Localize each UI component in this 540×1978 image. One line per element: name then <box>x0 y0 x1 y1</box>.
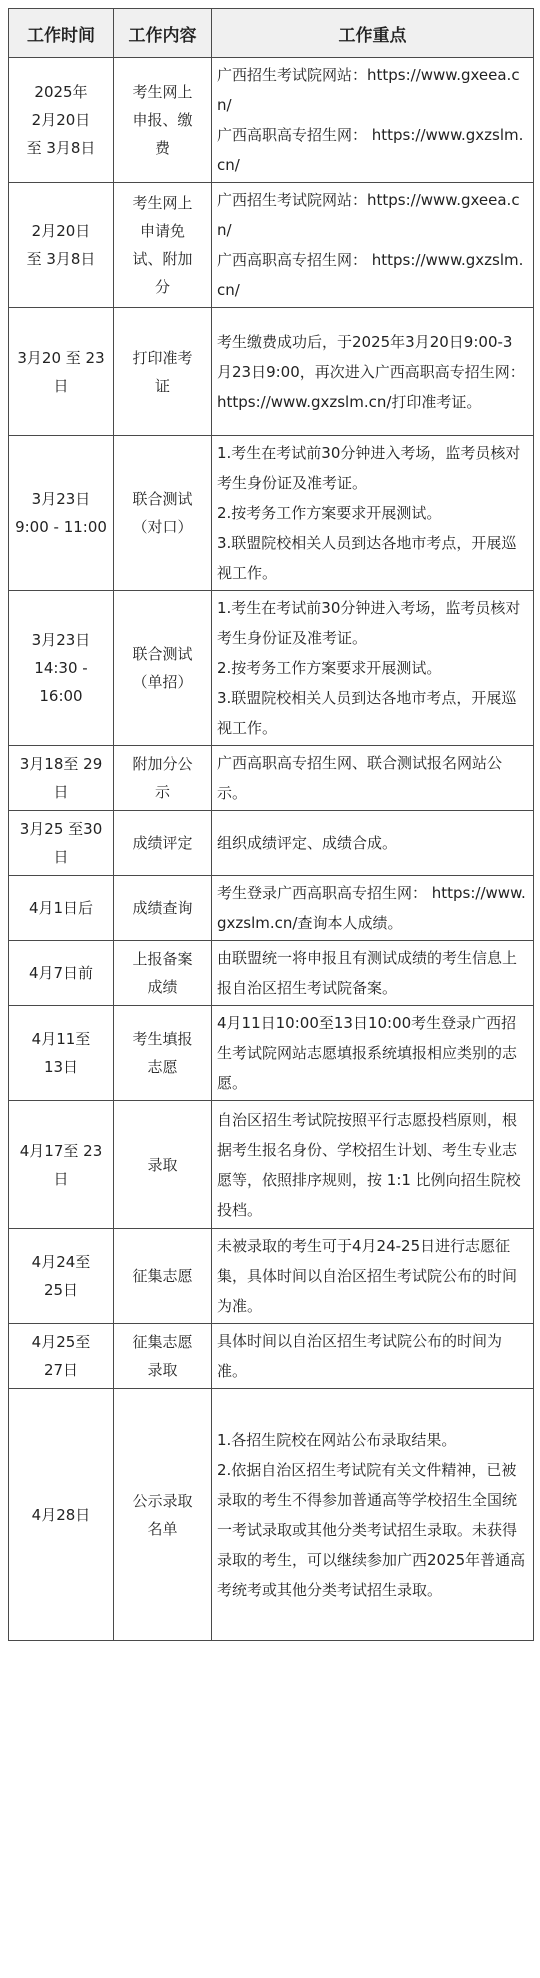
table-row <box>9 876 534 941</box>
work-focus-cell-line: 广西高职高专招生网： https://www.gxzslm.cn/ <box>217 126 524 174</box>
work-content-cell-line: 试、附加 <box>132 250 193 268</box>
work-content-cell-line: 费 <box>154 139 170 157</box>
work-time-cell-line: 3月23日 <box>31 490 91 508</box>
work-content-cell-line: 分 <box>154 278 170 296</box>
work-time-cell-line: 2月20日 <box>31 222 91 240</box>
work-focus-cell-line: 考生缴费成功后，于2025年3月20日9:00-3月23日9:00，再次进入广西高职高专招生网：https://www.gxzslm.cn/打印准考证。 <box>217 332 525 411</box>
work-content-cell <box>114 58 212 183</box>
work-time-cell-line: 日 <box>53 1169 69 1188</box>
work-content-cell-line: 征集志愿 <box>132 1267 193 1285</box>
work-content-cell <box>114 876 212 941</box>
work-time-cell-line: 4月17至 23 <box>19 1141 103 1160</box>
work-focus-cell <box>212 746 534 811</box>
work-focus-cell <box>212 1324 534 1389</box>
work-focus-cell <box>212 308 534 436</box>
work-content-cell <box>114 308 212 436</box>
table-row <box>9 1006 534 1101</box>
work-content-cell-line: 证 <box>154 376 170 395</box>
table-row <box>9 811 534 876</box>
work-content-cell-line: （单招） <box>132 673 193 691</box>
work-content-cell-line: 录取 <box>147 1361 178 1379</box>
work-content-cell <box>114 1006 212 1101</box>
work-content-cell-line: 申请免 <box>139 222 185 240</box>
work-time-cell <box>9 591 114 746</box>
work-focus-cell-line: 4月11日10:00至13日10:00考生登录广西招生考试院网站志愿填报系统填报相应类别的志愿。 <box>217 1014 518 1092</box>
work-time-cell <box>9 1101 114 1229</box>
work-time-cell-line: 日 <box>53 376 69 395</box>
work-content-cell <box>114 1324 212 1389</box>
work-focus-cell-line: 具体时间以自治区招生考试院公布的时间为准。 <box>217 1332 503 1380</box>
work-focus-cell <box>212 941 534 1006</box>
work-focus-cell <box>212 1389 534 1641</box>
table-row <box>9 308 534 436</box>
work-content-cell <box>114 183 212 308</box>
work-focus-cell-line: 3.联盟院校相关人员到达各地市考点，开展巡视工作。 <box>217 534 517 582</box>
table-row <box>9 1101 534 1229</box>
work-focus-cell <box>212 1006 534 1101</box>
table-row <box>9 183 534 308</box>
work-time-cell <box>9 308 114 436</box>
work-time-cell-line: 25日 <box>43 1281 79 1299</box>
table-header-row <box>9 9 534 58</box>
work-focus-cell-line: 自治区招生考试院按照平行志愿投档原则，根据考生报名身份、学校招生计划、考生专业志愿等，依照排序规则，按 1:1 比例向招生院校投档。 <box>217 1110 521 1219</box>
work-content-cell-line: 考生填报 <box>132 1030 193 1048</box>
work-time-cell <box>9 876 114 941</box>
table-row <box>9 58 534 183</box>
work-time-cell-line: 9:00 - 11:00 <box>15 518 107 536</box>
work-time-cell-line: 4月7日前 <box>28 964 94 982</box>
work-content-cell-line: 联合测试 <box>132 490 193 508</box>
work-focus-cell-line: 1.考生在考试前30分钟进入考场，监考员核对考生身份证及准考证。 <box>217 599 521 647</box>
table-row <box>9 1389 534 1641</box>
work-time-cell <box>9 746 114 811</box>
work-content-cell-line: 公示录取 <box>132 1491 193 1510</box>
work-time-cell-line: 3月18至 29 <box>19 755 103 773</box>
work-time-cell-line: 3月20 至 23 <box>17 348 105 367</box>
work-content-cell-line: 示 <box>154 783 170 801</box>
work-focus-cell-line: 2.按考务工作方案要求开展测试。 <box>217 659 442 677</box>
work-content-cell-line: 录取 <box>147 1155 178 1174</box>
work-content-cell <box>114 811 212 876</box>
work-time-cell-line: 2025年 <box>34 83 88 101</box>
work-focus-cell-line: 3.联盟院校相关人员到达各地市考点，开展巡视工作。 <box>217 689 517 737</box>
work-content-cell-line: 考生网上 <box>132 83 193 101</box>
work-time-cell-line: 4月11至 <box>31 1030 91 1048</box>
work-content-cell-line: 申报、缴 <box>132 111 193 129</box>
work-content-cell-line: 附加分公 <box>132 755 193 773</box>
work-focus-cell-line: 考生登录广西高职高专招生网： https://www.gxzslm.cn/查询本人成绩。 <box>217 884 526 932</box>
header-work-time: 工作时间 <box>9 9 114 58</box>
work-time-cell-line: 至 3月8日 <box>26 250 96 268</box>
table-row <box>9 941 534 1006</box>
work-focus-cell-line: 2.依据自治区招生考试院有关文件精神，已被录取的考生不得参加普通高等学校招生全国统一考试录取或其他分类考试招生录取。未获得录取的考生，可以继续参加广西2025年普通高考统考或其他分类考试招生录取。 <box>217 1460 526 1599</box>
work-content-cell <box>114 1101 212 1229</box>
work-time-cell <box>9 1229 114 1324</box>
work-time-cell <box>9 183 114 308</box>
work-content-cell-line: 成绩查询 <box>132 899 193 917</box>
work-time-cell-line: 13日 <box>43 1058 79 1076</box>
work-content-cell <box>114 1389 212 1641</box>
work-focus-cell-line: 由联盟统一将申报且有测试成绩的考生信息上报自治区招生考试院备案。 <box>217 949 518 997</box>
work-time-cell-line: 日 <box>53 848 69 866</box>
work-time-cell <box>9 58 114 183</box>
work-time-cell-line: 4月25至 <box>31 1333 91 1351</box>
work-content-cell-line: 志愿 <box>147 1058 178 1076</box>
header-work-focus: 工作重点 <box>212 9 534 58</box>
work-focus-cell <box>212 183 534 308</box>
table-row <box>9 1229 534 1324</box>
table-row <box>9 436 534 591</box>
work-content-cell-line: （对口） <box>132 518 193 536</box>
work-content-cell-line: 成绩 <box>147 978 178 996</box>
work-content-cell <box>114 746 212 811</box>
work-focus-cell <box>212 811 534 876</box>
work-content-cell-line: 打印准考 <box>132 348 193 367</box>
work-content-cell-line: 考生网上 <box>132 194 193 212</box>
table-row <box>9 591 534 746</box>
work-focus-cell-line: 未被录取的考生可于4月24-25日进行志愿征集，具体时间以自治区招生考试院公布的时间为准。 <box>217 1237 518 1315</box>
work-focus-cell <box>212 876 534 941</box>
work-time-cell <box>9 941 114 1006</box>
work-focus-cell <box>212 591 534 746</box>
work-time-cell-line: 3月23日 <box>31 631 91 649</box>
work-time-cell-line: 至 3月8日 <box>26 139 96 157</box>
work-focus-cell-line: 广西招生考试院网站：https://www.gxeea.cn/ <box>217 191 520 239</box>
table-body <box>9 58 534 1641</box>
work-time-cell-line: 4月28日 <box>31 1505 91 1524</box>
work-focus-cell <box>212 1101 534 1229</box>
work-focus-cell <box>212 58 534 183</box>
work-time-cell-line: 日 <box>53 783 69 801</box>
work-time-cell-line: 14:30 - 16:00 <box>34 659 88 705</box>
work-time-cell <box>9 1389 114 1641</box>
work-content-cell-line: 上报备案 <box>132 950 193 968</box>
work-time-cell-line: 27日 <box>43 1361 79 1379</box>
work-time-cell <box>9 811 114 876</box>
work-time-cell <box>9 436 114 591</box>
work-focus-cell <box>212 1229 534 1324</box>
work-focus-cell <box>212 436 534 591</box>
work-content-cell <box>114 1229 212 1324</box>
work-content-cell-line: 名单 <box>147 1519 178 1538</box>
work-content-cell-line: 征集志愿 <box>132 1333 193 1351</box>
work-time-cell-line: 4月1日后 <box>28 899 94 917</box>
work-content-cell <box>114 941 212 1006</box>
work-focus-cell-line: 组织成绩评定、成绩合成。 <box>217 834 398 852</box>
work-time-cell <box>9 1006 114 1101</box>
work-content-cell <box>114 591 212 746</box>
table-row <box>9 1324 534 1389</box>
work-content-cell-line: 成绩评定 <box>132 834 193 852</box>
work-focus-cell-line: 1.各招生院校在网站公布录取结果。 <box>217 1430 457 1449</box>
table-row <box>9 746 534 811</box>
work-time-cell-line: 2月20日 <box>31 111 91 129</box>
header-work-content: 工作内容 <box>114 9 212 58</box>
work-time-cell-line: 4月24至 <box>31 1253 91 1271</box>
work-focus-cell-line: 广西招生考试院网站：https://www.gxeea.cn/ <box>217 66 520 114</box>
work-focus-cell-line: 2.按考务工作方案要求开展测试。 <box>217 504 442 522</box>
work-content-cell-line: 联合测试 <box>132 645 193 663</box>
work-time-cell-line: 3月25 至30 <box>19 820 103 838</box>
work-focus-cell-line: 广西高职高专招生网、联合测试报名网站公示。 <box>217 754 503 802</box>
work-time-cell <box>9 1324 114 1389</box>
schedule-table <box>8 8 534 1641</box>
work-focus-cell-line: 1.考生在考试前30分钟进入考场，监考员核对考生身份证及准考证。 <box>217 444 521 492</box>
work-content-cell <box>114 436 212 591</box>
work-focus-cell-line: 广西高职高专招生网： https://www.gxzslm.cn/ <box>217 251 524 299</box>
